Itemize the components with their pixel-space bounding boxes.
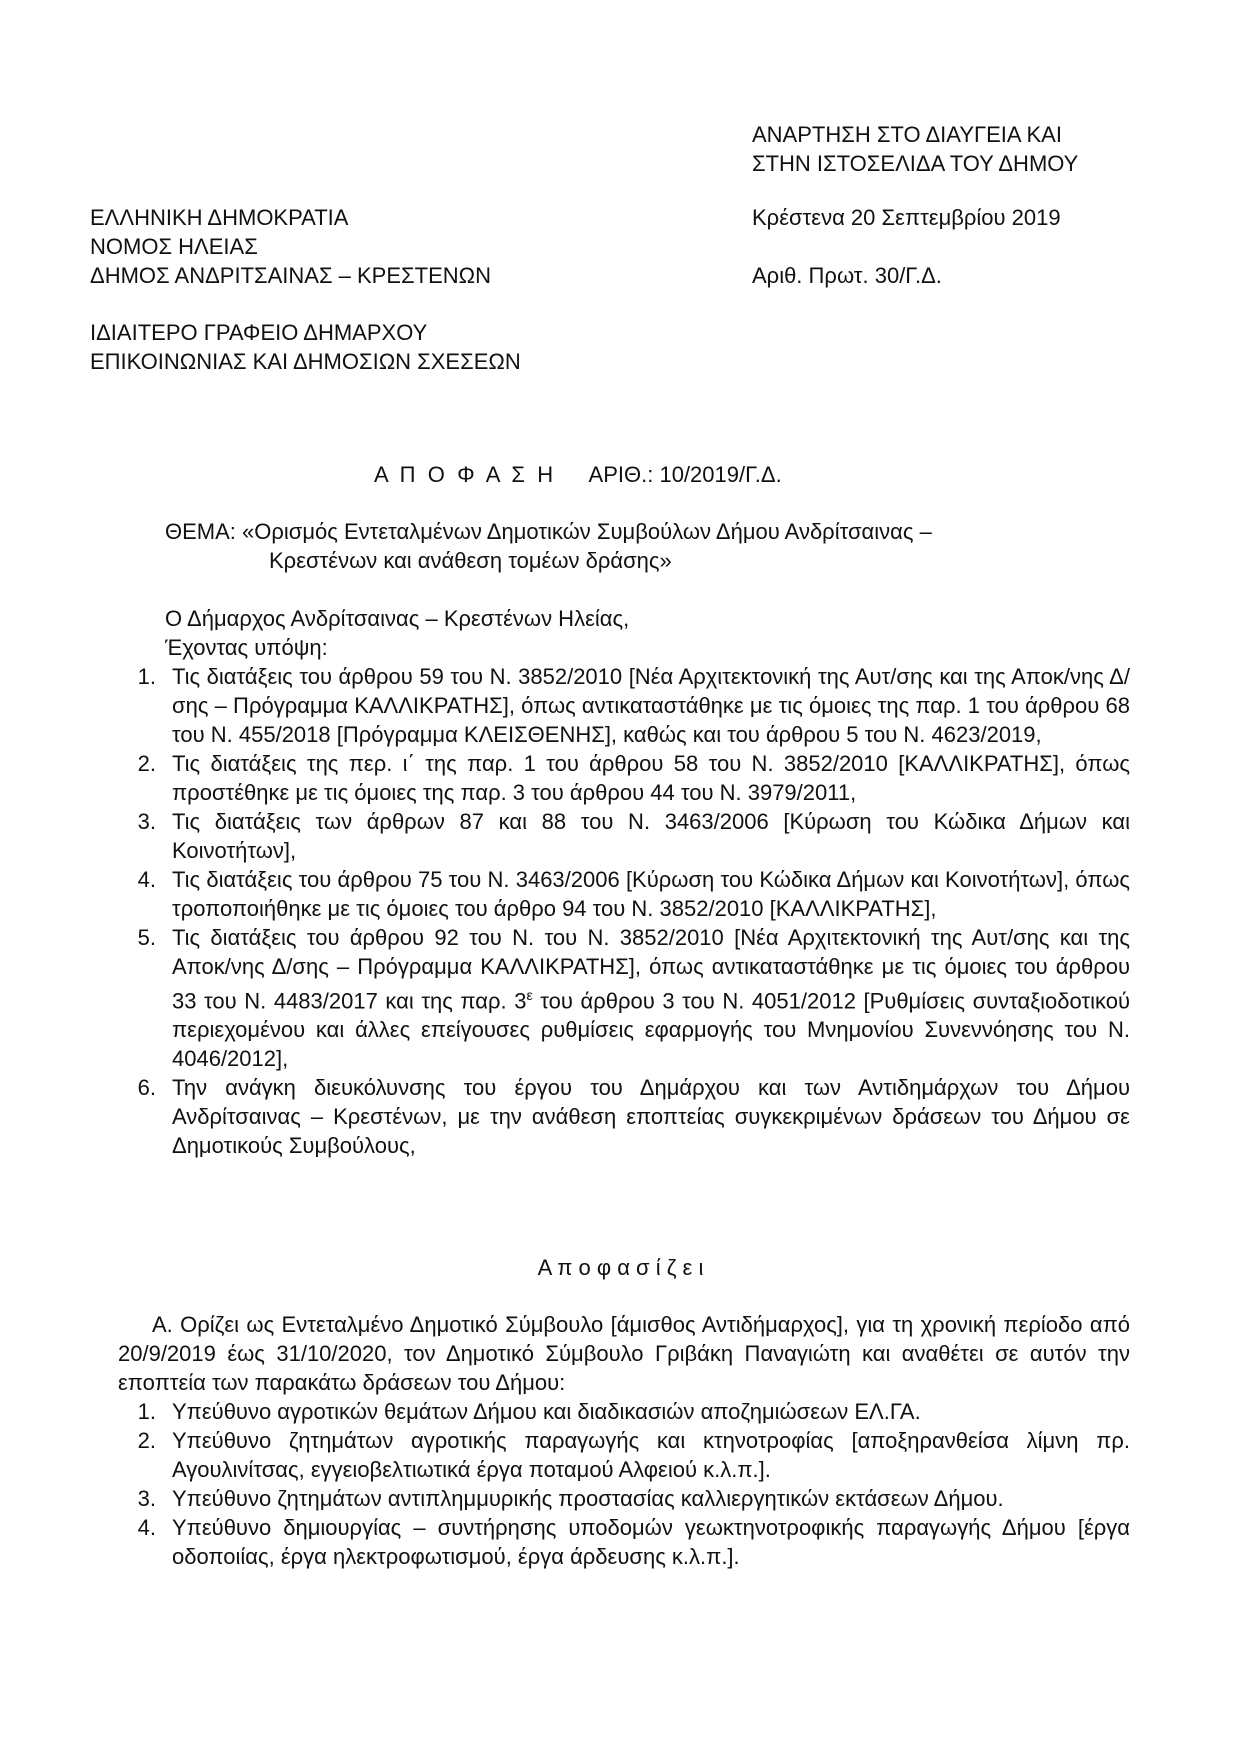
list-item [118, 662, 1130, 749]
intro-mayor: Ο Δήμαρχος Ανδρίτσαινας – Κρεστένων Ηλείας, [165, 606, 630, 631]
list-item [118, 749, 1130, 807]
item-number: 1. [137, 664, 156, 689]
item-text: Τις διατάξεις της περ. ι΄ της παρ. 1 του άρθρου 58 του Ν. 3852/2010 [ΚΑΛΛΙΚΡΑΤΗΣ], όπως προστέθηκε με τις όμοιες της παρ. 3 του άρθρου 44 του Ν. 3979/2011, [172, 751, 1130, 805]
subject [165, 517, 932, 575]
decides-heading: Α π ο φ α σ ί ζ ε ι [537, 1255, 704, 1280]
posting-notice-line1: ΑΝΑΡΤΗΣΗ ΣΤΟ ΔΙΑΥΓΕΙΑ ΚΑΙ [752, 122, 1062, 147]
intro [165, 604, 629, 662]
office-line2: ΕΠΙΚΟΙΝΩΝΙΑΣ ΚΑΙ ΔΗΜΟΣΙΩΝ ΣΧΕΣΕΩΝ [90, 349, 521, 374]
list-item [118, 1513, 1130, 1571]
item-number: 6. [137, 1075, 156, 1101]
list-item [118, 923, 1130, 1073]
item-number: 5. [137, 925, 156, 950]
issuer-municipality: ΔΗΜΟΣ ΑΝΔΡΙΤΣΑΙΝΑΣ – ΚΡΕΣΤΕΝΩΝ [90, 263, 491, 288]
item-text: Τις διατάξεις του άρθρου 59 του Ν. 3852/2010 [Νέα Αρχιτεκτονική της Αυτ/σης και της Αποκ/νης Δ/σης – Πρόγραμμα ΚΑΛΛΙΚΡΑΤΗΣ], όπως αντικαταστάθηκε με τις όμοιες της παρ. 1 του άρθρου 68 του Ν. 455/2018 [Πρόγραμμα ΚΛΕΙΣΘΕΝΗΣ], καθώς και του άρθρου 5 του Ν. 4623/2019, [172, 664, 1130, 747]
section-a-paragraph: Α. Ορίζει ως Εντεταλμένο Δημοτικό Σύμβουλο [άμισθος Αντιδήμαρχος], για τη χρονική περίοδο από 20/9/2019 έως 31/10/2020, τον Δημοτικό Σύμβουλο Γριβάκη Παναγιώτη και αναθέτει σε αυτόν την εποπτεία των παρακάτω δράσεων του Δήμου: [118, 1312, 1130, 1395]
list-item [118, 1073, 1130, 1160]
item-number: 2. [137, 751, 156, 776]
decision-title: Α Π Ο Φ Α Σ Η ΑΡΙΘ.: 10/2019/Γ.Δ. [374, 462, 782, 487]
issuer-prefecture: ΝΟΜΟΣ ΗΛΕΙΑΣ [90, 234, 258, 259]
subject-line2: Κρεστένων και ανάθεση τομέων δράσης» [269, 548, 672, 573]
office-block [90, 318, 521, 376]
issuer-country: ΕΛΛΗΝΙΚΗ ΔΗΜΟΚΡΑΤΙΑ [90, 205, 349, 230]
item-text [172, 923, 1130, 1073]
item-number: 4. [137, 867, 156, 892]
item-number: 4. [137, 1515, 156, 1540]
place-date: Κρέστενα 20 Σεπτεμβρίου 2019 [752, 205, 1061, 230]
item-number: 3. [137, 809, 156, 834]
item-text: Υπεύθυνο ζητημάτων αντιπλημμυρικής προστασίας καλλιεργητικών εκτάσεων Δήμου. [172, 1486, 1004, 1511]
list-item [118, 1397, 1130, 1426]
item-text: Τις διατάξεις των άρθρων 87 και 88 του Ν. 3463/2006 [Κύρωση του Κώδικα Δήμων και Κοινοτήτων], [172, 809, 1130, 863]
item-text: Υπεύθυνο αγροτικών θεμάτων Δήμου και διαδικασιών αποζημιώσεων ΕΛ.ΓΑ. [172, 1399, 921, 1424]
list-item [118, 807, 1130, 865]
superscript: ε [526, 987, 533, 1003]
item-number: 2. [137, 1428, 156, 1453]
list-item [118, 865, 1130, 923]
item-text: Υπεύθυνο ζητημάτων αγροτικής παραγωγής και κτηνοτροφίας [αποξηρανθείσα λίμνη πρ. Αγουλινίτσας, εγγειοβελτιωτικά έργα ποταμού Αλφειού κ.λ.π.]. [172, 1428, 1130, 1482]
item-text: Τις διατάξεις του άρθρου 75 του Ν. 3463/2006 [Κύρωση του Κώδικα Δήμων και Κοινοτήτων], όπως τροποποιήθηκε με τις όμοιες του άρθρο 94 του Ν. 3852/2010 [ΚΑΛΛΙΚΡΑΤΗΣ], [172, 867, 1130, 921]
item-text-part1: Τις διατάξεις του άρθρου 92 του Ν. του Ν. 3852/2010 [Νέα Αρχιτεκτονική της Αυτ/σης και της Αποκ/νης Δ/σης – Πρόγραμμα ΚΑΛΛΙΚΡΑΤΗΣ], όπως αντικαταστάθηκε με τις όμοιες του άρθρου 33 του Ν. 4483/2017 και της παρ. 3 [172, 925, 1130, 1014]
posting-notice-line2: ΣΤΗΝ ΙΣΤΟΣΕΛΙΔΑ ΤΟΥ ΔΗΜΟΥ [752, 151, 1079, 176]
item-text: Υπεύθυνο δημιουργίας – συντήρησης υποδομών γεωκτηνοτροφικής παραγωγής Δήμου [έργα οδοποιίας, έργα ηλεκτροφωτισμού, έργα άρδευσης κ.λ.π.]. [172, 1515, 1130, 1569]
office-line1: ΙΔΙΑΙΤΕΡΟ ΓΡΑΦΕΙΟ ΔΗΜΑΡΧΟΥ [90, 320, 428, 345]
list-item [118, 1484, 1130, 1513]
issuer-block [90, 203, 491, 290]
protocol-number: Αριθ. Πρωτ. 30/Γ.Δ. [752, 263, 942, 288]
considerations-list [118, 662, 1130, 1160]
intro-considering: Έχοντας υπόψη: [165, 635, 328, 660]
subject-line1: ΘΕΜΑ: «Ορισμός Εντεταλμένων Δημοτικών Συμβούλων Δήμου Ανδρίτσαινας – [165, 519, 932, 544]
item-text-part2: του άρθρου 3 του Ν. 4051/2012 [Ρυθμίσεις συνταξιοδοτικού περιεχομένου και άλλες επείγουσες ρυθμίσεις εφαρμογής του Μνημονίου Συνεννόησης του Ν. 4046/2012], [172, 988, 1130, 1072]
item-number: 1. [137, 1399, 156, 1424]
duties-list [118, 1397, 1130, 1571]
posting-notice [752, 120, 1078, 178]
item-text: Την ανάγκη διευκόλυνσης του έργου του Δημάρχου και των Αντιδημάρχων του Δήμου Ανδρίτσαινας – Κρεστένων, με την ανάθεση εποπτείας συγκεκριμένων δράσεων του Δήμου σε Δημοτικούς Συμβούλους, [172, 1075, 1130, 1159]
item-number: 3. [137, 1486, 156, 1511]
list-item [118, 1426, 1130, 1484]
